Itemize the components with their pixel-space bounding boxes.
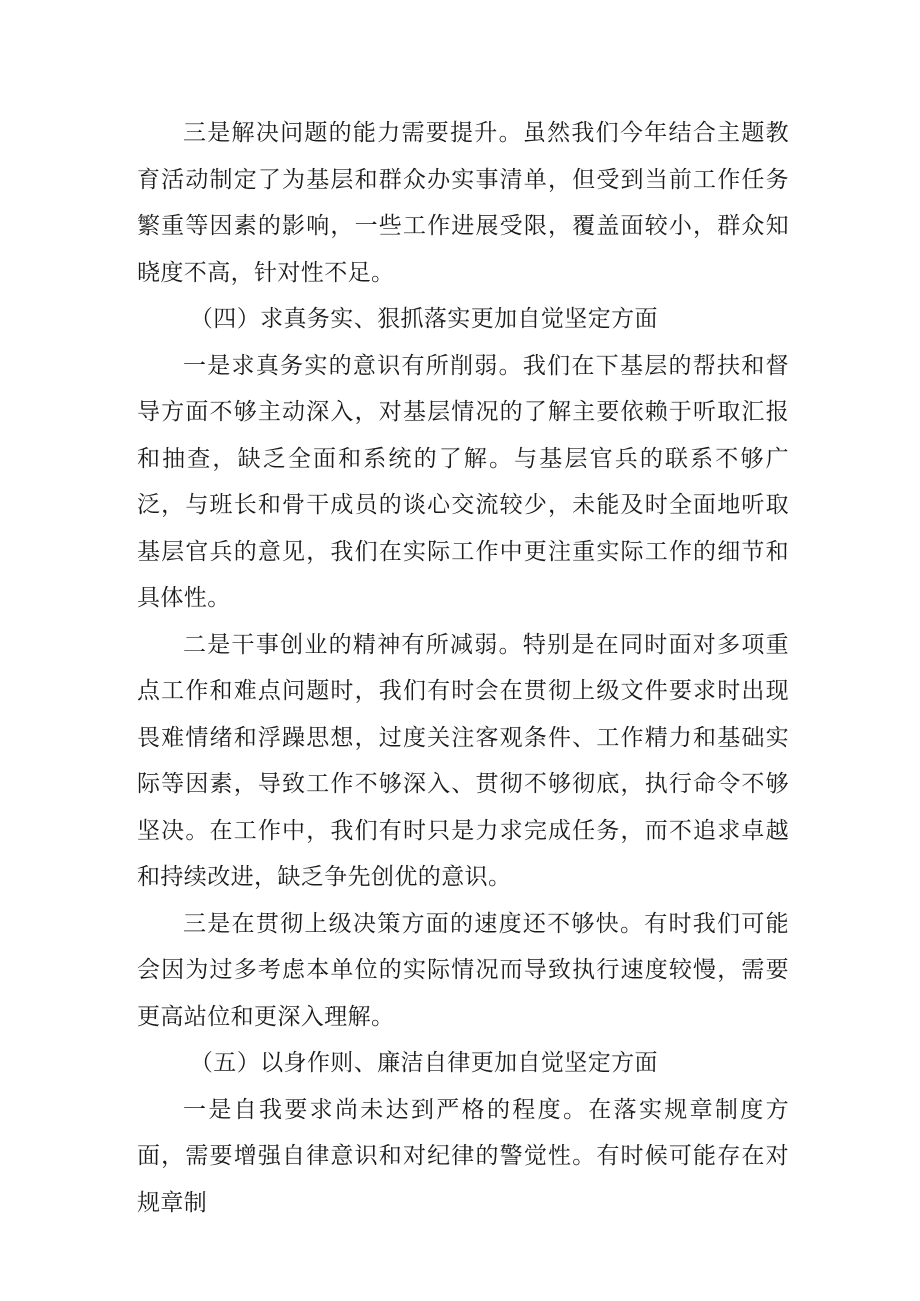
paragraph-problem-solving: 三是解决问题的能力需要提升。虽然我们今年结合主题教育活动制定了为基层和群众办实事清单，但受到当前工作任务繁重等因素的影响，一些工作进展受限，覆盖面较小，群众知晓度不高，针对性不足。 bbox=[137, 120, 789, 286]
paragraph-entrepreneurial-spirit: 二是干事创业的精神有所减弱。特别是在同时面对多项重点工作和难点问题时，我们有时会在贯彻上级文件要求时出现畏难情绪和浮躁思想，过度关注客观条件、工作精力和基础实际等因素，导致工作不够深入、贯彻不够彻底，执行命令不够坚决。在工作中，我们有时只是力求完成任务，而不追求卓越和持续改进，缺乏争先创优的意识。 bbox=[137, 631, 789, 890]
document-body bbox=[137, 110, 789, 1226]
section-heading-five: （五）以身作则、廉洁自律更加自觉坚定方面 bbox=[189, 1050, 658, 1076]
paragraph-self-discipline: 一是自我要求尚未达到严格的程度。在落实规章制度方面，需要增强自律意识和对纪律的警觉性。有时候可能存在对规章制 bbox=[137, 1096, 789, 1216]
section-heading-four: （四）求真务实、狠抓落实更加自觉坚定方面 bbox=[189, 306, 658, 332]
paragraph-implementation-speed: 三是在贯彻上级决策方面的速度还不够快。有时我们可能会因为过多考虑本单位的实际情况而导致执行速度较慢，需要更高站位和更深入理解。 bbox=[137, 910, 789, 1030]
paragraph-pragmatic-awareness: 一是求真务实的意识有所削弱。我们在下基层的帮扶和督导方面不够主动深入，对基层情况的了解主要依赖于听取汇报和抽查，缺乏全面和系统的了解。与基层官兵的联系不够广泛，与班长和骨干成员的谈心交流较少，未能及时全面地听取基层官兵的意见，我们在实际工作中更注重实际工作的细节和具体性。 bbox=[137, 352, 789, 611]
